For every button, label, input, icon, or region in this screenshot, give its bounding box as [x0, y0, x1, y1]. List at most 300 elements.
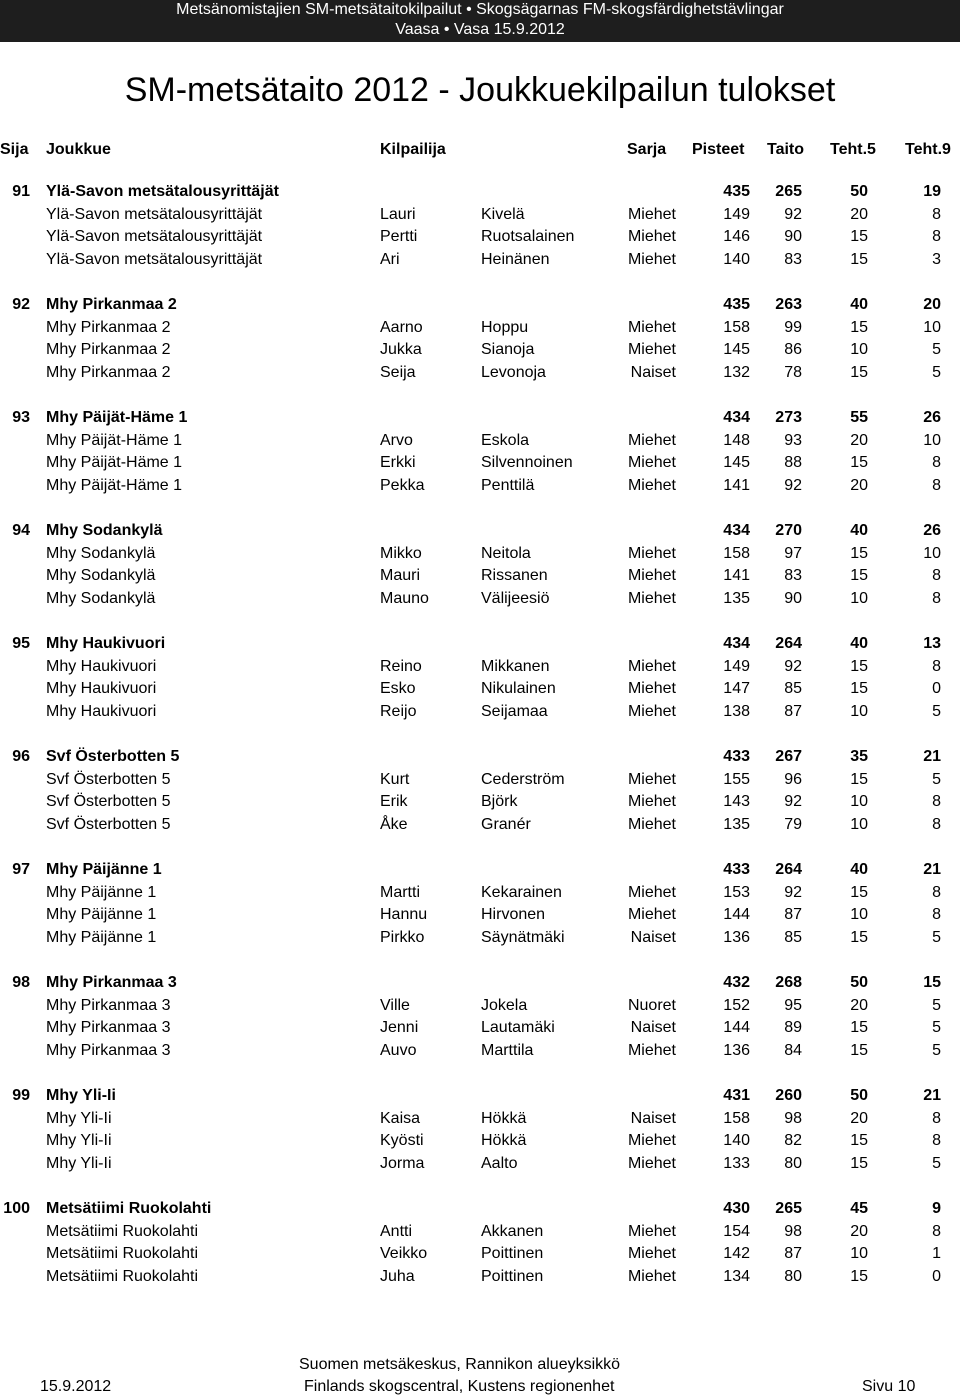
member-pisteet: 145 — [723, 341, 750, 359]
member-first-name: Erkki — [380, 454, 416, 472]
member-taito: 84 — [784, 1041, 802, 1059]
team-name: Mhy Yli-Ii — [46, 1087, 116, 1104]
member-first-name: Esko — [380, 680, 416, 698]
member-sarja: Miehet — [627, 1267, 676, 1285]
member-taito: 82 — [784, 1132, 802, 1150]
member-sarja: Miehet — [627, 228, 676, 246]
member-team: Ylä-Savon metsätalousyrittäjät — [46, 228, 263, 246]
member-teht5: 20 — [850, 431, 868, 449]
member-teht9: 5 — [932, 1154, 941, 1172]
member-teht5: 15 — [850, 363, 868, 381]
team-pisteet: 433 — [723, 861, 750, 878]
member-teht9: 8 — [932, 205, 941, 223]
member-teht9: 10 — [923, 544, 941, 562]
member-teht5: 15 — [850, 657, 868, 675]
member-first-name: Ari — [380, 250, 400, 268]
member-last-name: Hökkä — [481, 1109, 527, 1127]
member-teht9: 5 — [932, 770, 941, 788]
team-taito: 267 — [775, 748, 802, 765]
member-teht9: 8 — [932, 793, 941, 811]
member-taito: 85 — [784, 928, 802, 946]
member-team: Mhy Pirkanmaa 3 — [46, 996, 171, 1014]
member-pisteet: 135 — [723, 815, 750, 833]
member-taito: 92 — [784, 657, 802, 675]
member-taito: 93 — [784, 431, 802, 449]
member-first-name: Juha — [380, 1267, 415, 1285]
member-team: Ylä-Savon metsätalousyrittäjät — [46, 250, 263, 268]
member-first-name: Ville — [380, 996, 410, 1014]
member-teht9: 1 — [932, 1245, 941, 1263]
member-taito: 87 — [784, 702, 802, 720]
member-teht9: 8 — [932, 1222, 941, 1240]
member-pisteet: 140 — [723, 1132, 750, 1150]
member-taito: 83 — [784, 567, 802, 585]
member-taito: 86 — [784, 341, 802, 359]
member-teht5: 15 — [850, 928, 868, 946]
member-teht5: 15 — [850, 1132, 868, 1150]
team-teht5: 50 — [850, 183, 868, 200]
member-pisteet: 132 — [723, 363, 750, 381]
team-rank: 99 — [12, 1087, 30, 1104]
member-teht5: 15 — [850, 567, 868, 585]
member-first-name: Jukka — [380, 341, 422, 359]
member-pisteet: 135 — [723, 589, 750, 607]
member-last-name: Björk — [481, 793, 518, 811]
member-team: Mhy Päijänne 1 — [46, 883, 157, 901]
member-last-name: Hoppu — [481, 318, 529, 336]
member-first-name: Mauno — [380, 589, 429, 607]
member-sarja: Nuoret — [627, 996, 676, 1014]
member-taito: 88 — [784, 454, 802, 472]
member-taito: 92 — [784, 205, 802, 223]
member-sarja: Miehet — [627, 1222, 676, 1240]
member-sarja: Miehet — [627, 1041, 676, 1059]
team-teht5: 40 — [850, 522, 868, 539]
member-taito: 98 — [784, 1109, 802, 1127]
member-first-name: Åke — [380, 815, 408, 833]
member-taito: 97 — [784, 544, 802, 562]
column-header-joukkue: Joukkue — [46, 141, 111, 158]
member-first-name: Kyösti — [380, 1132, 424, 1150]
member-teht9: 10 — [923, 318, 941, 336]
header-band — [0, 0, 960, 42]
team-teht5: 40 — [850, 635, 868, 652]
member-teht9: 3 — [932, 250, 941, 268]
member-pisteet: 140 — [723, 250, 750, 268]
member-taito: 79 — [784, 815, 802, 833]
member-sarja: Miehet — [627, 770, 676, 788]
member-first-name: Lauri — [380, 205, 416, 223]
member-last-name: Seijamaa — [481, 702, 548, 720]
member-last-name: Välijeesiö — [481, 589, 550, 607]
member-first-name: Kurt — [380, 770, 410, 788]
member-first-name: Martti — [380, 883, 420, 901]
team-name: Ylä-Savon metsätalousyrittäjät — [46, 183, 279, 200]
member-teht9: 10 — [923, 431, 941, 449]
member-first-name: Jorma — [380, 1154, 425, 1172]
member-teht9: 0 — [932, 680, 941, 698]
member-teht9: 8 — [932, 906, 941, 924]
team-taito: 273 — [775, 409, 802, 426]
member-team: Ylä-Savon metsätalousyrittäjät — [46, 205, 263, 223]
member-team: Mhy Sodankylä — [46, 567, 156, 585]
team-taito: 268 — [775, 974, 802, 991]
member-teht9: 5 — [932, 341, 941, 359]
member-sarja: Miehet — [627, 567, 676, 585]
member-first-name: Erik — [380, 793, 408, 811]
member-team: Metsätiimi Ruokolahti — [46, 1222, 199, 1240]
team-teht9: 15 — [923, 974, 941, 991]
member-teht5: 15 — [850, 250, 868, 268]
team-teht9: 26 — [923, 409, 941, 426]
member-taito: 80 — [784, 1267, 802, 1285]
member-teht9: 8 — [932, 476, 941, 494]
column-header-teht9: Teht.9 — [905, 141, 951, 158]
member-last-name: Kekarainen — [481, 883, 562, 901]
member-last-name: Neitola — [481, 544, 531, 562]
member-team: Mhy Haukivuori — [46, 702, 157, 720]
team-taito: 264 — [775, 635, 802, 652]
member-taito: 80 — [784, 1154, 802, 1172]
member-teht5: 10 — [850, 1245, 868, 1263]
member-teht9: 8 — [932, 589, 941, 607]
member-teht5: 15 — [850, 1019, 868, 1037]
member-first-name: Auvo — [380, 1041, 417, 1059]
member-teht5: 15 — [850, 1154, 868, 1172]
member-teht5: 15 — [850, 883, 868, 901]
team-teht5: 40 — [850, 296, 868, 313]
member-sarja: Miehet — [627, 815, 676, 833]
member-team: Mhy Yli-Ii — [46, 1132, 112, 1150]
footer-date: 15.9.2012 — [40, 1378, 112, 1395]
team-pisteet: 434 — [723, 635, 750, 652]
team-name: Mhy Haukivuori — [46, 635, 166, 652]
member-last-name: Akkanen — [481, 1222, 544, 1240]
member-first-name: Pekka — [380, 476, 425, 494]
member-last-name: Lautamäki — [481, 1019, 555, 1037]
member-first-name: Mikko — [380, 544, 422, 562]
member-last-name: Hökkä — [481, 1132, 527, 1150]
team-pisteet: 432 — [723, 974, 750, 991]
member-taito: 92 — [784, 476, 802, 494]
member-pisteet: 136 — [723, 1041, 750, 1059]
member-last-name: Nikulainen — [481, 680, 556, 698]
member-teht5: 15 — [850, 318, 868, 336]
footer-org-sv: Finlands skogscentral, Kustens regionenhet — [304, 1378, 615, 1395]
header-line-1: Metsänomistajien SM-metsätaitokilpailut • Skogsägarnas FM-skogsfärdighetstävlingar — [176, 1, 784, 18]
member-team: Mhy Pirkanmaa 2 — [46, 318, 171, 336]
column-header-pisteet: Pisteet — [692, 141, 745, 158]
member-sarja: Miehet — [627, 250, 676, 268]
member-last-name: Jokela — [481, 996, 528, 1014]
member-pisteet: 134 — [723, 1267, 750, 1285]
member-last-name: Rissanen — [481, 567, 548, 585]
team-rank: 96 — [12, 748, 30, 765]
member-first-name: Arvo — [380, 431, 413, 449]
member-teht5: 20 — [850, 1222, 868, 1240]
team-teht5: 40 — [850, 861, 868, 878]
member-sarja: Miehet — [627, 906, 676, 924]
team-pisteet: 435 — [723, 183, 750, 200]
member-team: Metsätiimi Ruokolahti — [46, 1267, 199, 1285]
team-teht9: 21 — [923, 1087, 941, 1104]
team-teht5: 45 — [850, 1200, 868, 1217]
team-name: Metsätiimi Ruokolahti — [46, 1200, 212, 1217]
member-teht5: 15 — [850, 770, 868, 788]
member-last-name: Silvennoinen — [481, 454, 573, 472]
member-pisteet: 146 — [723, 228, 750, 246]
team-rank: 97 — [12, 861, 30, 878]
team-rank: 91 — [12, 183, 30, 200]
team-pisteet: 434 — [723, 409, 750, 426]
member-teht9: 5 — [932, 363, 941, 381]
member-teht5: 10 — [850, 341, 868, 359]
member-teht5: 15 — [850, 454, 868, 472]
team-teht9: 13 — [923, 635, 941, 652]
team-taito: 265 — [775, 1200, 802, 1217]
member-sarja: Naiset — [630, 363, 676, 381]
member-first-name: Aarno — [380, 318, 423, 336]
member-pisteet: 158 — [723, 1109, 750, 1127]
member-last-name: Sianoja — [481, 341, 535, 359]
member-sarja: Naiset — [630, 928, 676, 946]
member-pisteet: 142 — [723, 1245, 750, 1263]
member-sarja: Miehet — [627, 476, 676, 494]
member-sarja: Miehet — [627, 431, 676, 449]
team-taito: 264 — [775, 861, 802, 878]
member-team: Mhy Yli-Ii — [46, 1154, 112, 1172]
team-teht5: 50 — [850, 1087, 868, 1104]
member-sarja: Miehet — [627, 454, 676, 472]
member-team: Svf Österbotten 5 — [46, 770, 171, 788]
member-team: Mhy Pirkanmaa 2 — [46, 341, 171, 359]
member-sarja: Miehet — [627, 1132, 676, 1150]
member-pisteet: 143 — [723, 793, 750, 811]
team-teht5: 50 — [850, 974, 868, 991]
member-sarja: Miehet — [627, 544, 676, 562]
member-teht5: 20 — [850, 996, 868, 1014]
member-pisteet: 133 — [723, 1154, 750, 1172]
team-rank: 98 — [12, 974, 30, 991]
footer-org-fi: Suomen metsäkeskus, Rannikon alueyksikkö — [299, 1356, 621, 1373]
member-taito: 87 — [784, 1245, 802, 1263]
member-taito: 83 — [784, 250, 802, 268]
member-sarja: Miehet — [627, 589, 676, 607]
member-first-name: Antti — [380, 1222, 413, 1240]
member-team: Mhy Päijänne 1 — [46, 928, 157, 946]
member-teht5: 10 — [850, 702, 868, 720]
member-teht9: 5 — [932, 702, 941, 720]
member-last-name: Poittinen — [481, 1245, 544, 1263]
member-taito: 99 — [784, 318, 802, 336]
member-taito: 90 — [784, 589, 802, 607]
team-pisteet: 430 — [723, 1200, 750, 1217]
member-last-name: Aalto — [481, 1154, 518, 1172]
team-pisteet: 433 — [723, 748, 750, 765]
member-first-name: Jenni — [380, 1019, 419, 1037]
member-pisteet: 141 — [723, 476, 750, 494]
member-pisteet: 144 — [723, 906, 750, 924]
team-rank: 92 — [12, 296, 30, 313]
member-taito: 90 — [784, 228, 802, 246]
member-team: Mhy Päijät-Häme 1 — [46, 476, 183, 494]
member-first-name: Reino — [380, 657, 422, 675]
member-pisteet: 144 — [723, 1019, 750, 1037]
member-first-name: Veikko — [380, 1245, 428, 1263]
member-pisteet: 149 — [723, 657, 750, 675]
member-team: Mhy Pirkanmaa 3 — [46, 1041, 171, 1059]
member-pisteet: 149 — [723, 205, 750, 223]
member-first-name: Pirkko — [380, 928, 425, 946]
member-teht9: 8 — [932, 1132, 941, 1150]
member-team: Mhy Haukivuori — [46, 680, 157, 698]
member-teht5: 10 — [850, 589, 868, 607]
member-taito: 96 — [784, 770, 802, 788]
member-pisteet: 141 — [723, 567, 750, 585]
member-teht9: 5 — [932, 996, 941, 1014]
member-sarja: Miehet — [627, 205, 676, 223]
team-teht9: 21 — [923, 748, 941, 765]
member-team: Mhy Pirkanmaa 3 — [46, 1019, 171, 1037]
member-first-name: Kaisa — [380, 1109, 421, 1127]
member-team: Mhy Yli-Ii — [46, 1109, 112, 1127]
member-sarja: Miehet — [627, 341, 676, 359]
member-last-name: Heinänen — [481, 250, 550, 268]
page-title: SM-metsätaito 2012 - Joukkuekilpailun tulokset — [124, 71, 836, 109]
team-rank: 93 — [12, 409, 30, 426]
member-last-name: Eskola — [481, 431, 530, 449]
member-teht5: 15 — [850, 544, 868, 562]
member-last-name: Penttilä — [481, 476, 535, 494]
member-team: Svf Österbotten 5 — [46, 793, 171, 811]
column-header-sija: Sija — [0, 141, 29, 158]
column-header-taito: Taito — [767, 141, 805, 158]
member-team: Mhy Haukivuori — [46, 657, 157, 675]
member-sarja: Miehet — [627, 680, 676, 698]
member-first-name: Reijo — [380, 702, 417, 720]
member-teht5: 10 — [850, 815, 868, 833]
member-team: Mhy Päijät-Häme 1 — [46, 454, 183, 472]
member-sarja: Miehet — [627, 793, 676, 811]
member-sarja: Miehet — [627, 318, 676, 336]
team-rank: 94 — [12, 522, 30, 539]
member-teht9: 8 — [932, 815, 941, 833]
member-pisteet: 158 — [723, 318, 750, 336]
team-name: Mhy Päijänne 1 — [46, 861, 162, 878]
member-sarja: Miehet — [627, 1154, 676, 1172]
team-name: Mhy Pirkanmaa 3 — [46, 974, 177, 991]
member-last-name: Ruotsalainen — [481, 228, 575, 246]
team-name: Mhy Päijät-Häme 1 — [46, 409, 188, 426]
member-teht5: 15 — [850, 228, 868, 246]
member-sarja: Miehet — [627, 702, 676, 720]
member-sarja: Miehet — [627, 883, 676, 901]
member-pisteet: 138 — [723, 702, 750, 720]
member-teht5: 10 — [850, 793, 868, 811]
team-teht5: 55 — [850, 409, 868, 426]
member-teht9: 5 — [932, 928, 941, 946]
member-pisteet: 148 — [723, 431, 750, 449]
member-first-name: Hannu — [380, 906, 428, 924]
team-rank: 95 — [12, 635, 30, 652]
member-sarja: Miehet — [627, 657, 676, 675]
member-teht9: 8 — [932, 657, 941, 675]
member-teht9: 5 — [932, 1041, 941, 1059]
member-taito: 89 — [784, 1019, 802, 1037]
member-taito: 95 — [784, 996, 802, 1014]
team-teht9: 21 — [923, 861, 941, 878]
member-teht9: 5 — [932, 1019, 941, 1037]
member-taito: 78 — [784, 363, 802, 381]
member-taito: 87 — [784, 906, 802, 924]
member-pisteet: 136 — [723, 928, 750, 946]
member-first-name: Mauri — [380, 567, 421, 585]
member-team: Mhy Päijänne 1 — [46, 906, 157, 924]
member-last-name: Poittinen — [481, 1267, 544, 1285]
member-first-name: Seija — [380, 363, 416, 381]
member-pisteet: 147 — [723, 680, 750, 698]
team-teht9: 20 — [923, 296, 941, 313]
member-team: Mhy Pirkanmaa 2 — [46, 363, 171, 381]
member-teht9: 8 — [932, 567, 941, 585]
header-line-2: Vaasa • Vasa 15.9.2012 — [395, 21, 565, 38]
member-first-name: Pertti — [380, 228, 418, 246]
member-pisteet: 152 — [723, 996, 750, 1014]
team-name: Mhy Pirkanmaa 2 — [46, 296, 177, 313]
member-team: Mhy Sodankylä — [46, 589, 156, 607]
team-rank: 100 — [3, 1200, 30, 1217]
team-name: Svf Österbotten 5 — [46, 748, 180, 765]
team-taito: 265 — [775, 183, 802, 200]
column-header-teht5: Teht.5 — [830, 141, 876, 158]
member-teht5: 20 — [850, 205, 868, 223]
member-last-name: Kivelä — [481, 205, 525, 223]
member-last-name: Mikkanen — [481, 657, 550, 675]
member-pisteet: 158 — [723, 544, 750, 562]
member-teht5: 15 — [850, 1267, 868, 1285]
member-last-name: Säynätmäki — [481, 928, 565, 946]
member-last-name: Marttila — [481, 1041, 534, 1059]
team-name: Mhy Sodankylä — [46, 522, 163, 539]
team-pisteet: 434 — [723, 522, 750, 539]
column-header-kilpailija: Kilpailija — [380, 141, 446, 158]
member-team: Mhy Päijät-Häme 1 — [46, 431, 183, 449]
member-taito: 92 — [784, 883, 802, 901]
member-taito: 92 — [784, 793, 802, 811]
member-last-name: Hirvonen — [481, 906, 546, 924]
column-header-sarja: Sarja — [627, 141, 667, 158]
member-teht9: 8 — [932, 1109, 941, 1127]
member-last-name: Granér — [481, 815, 531, 833]
member-team: Svf Österbotten 5 — [46, 815, 171, 833]
member-pisteet: 145 — [723, 454, 750, 472]
member-last-name: Cederström — [481, 770, 565, 788]
member-pisteet: 155 — [723, 770, 750, 788]
member-teht5: 15 — [850, 1041, 868, 1059]
member-teht5: 20 — [850, 1109, 868, 1127]
member-pisteet: 153 — [723, 883, 750, 901]
member-teht9: 8 — [932, 883, 941, 901]
member-sarja: Miehet — [627, 1245, 676, 1263]
member-sarja: Naiset — [630, 1019, 676, 1037]
member-teht5: 20 — [850, 476, 868, 494]
member-last-name: Levonoja — [481, 363, 546, 381]
member-teht9: 8 — [932, 454, 941, 472]
member-teht5: 15 — [850, 680, 868, 698]
member-sarja: Naiset — [630, 1109, 676, 1127]
member-teht5: 10 — [850, 906, 868, 924]
team-teht9: 26 — [923, 522, 941, 539]
